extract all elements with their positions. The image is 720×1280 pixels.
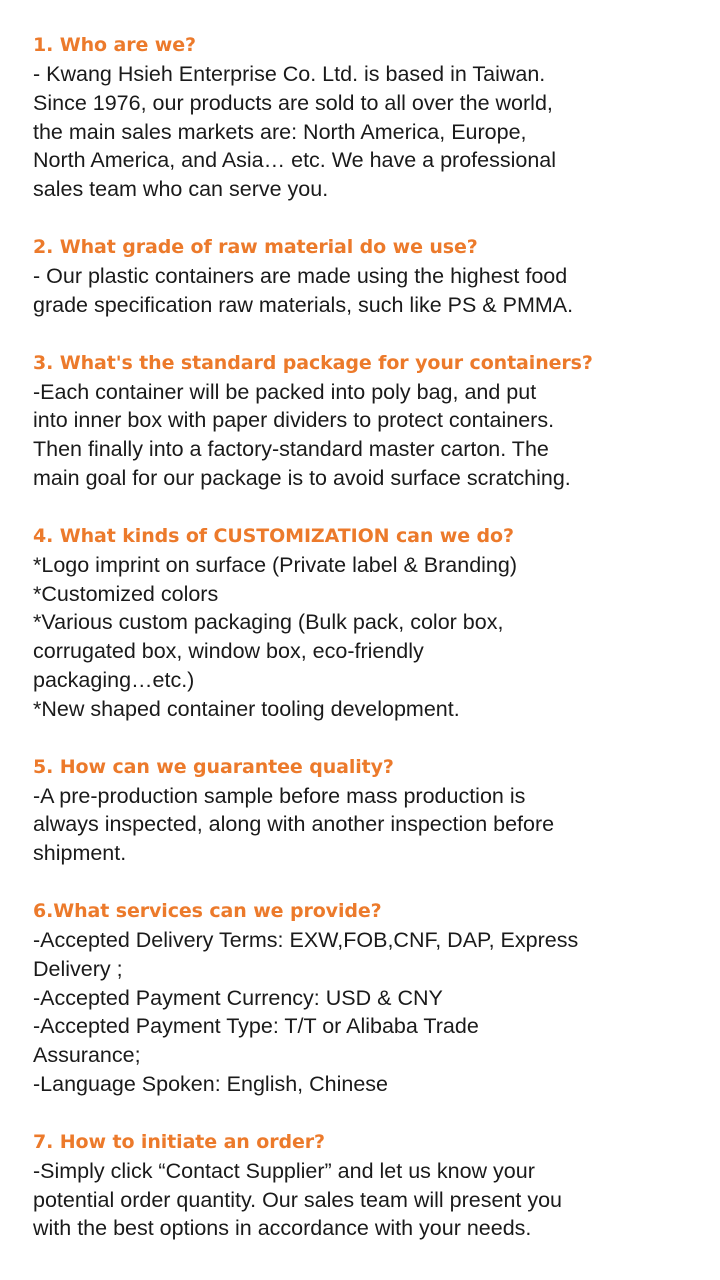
faq-question: 4. What kinds of CUSTOMIZATION can we do? xyxy=(33,524,514,547)
faq-section-package xyxy=(33,349,713,493)
faq-answer-line: Then finally into a factory-standard master carton. The xyxy=(33,437,549,462)
faq-answer-line: main goal for our package is to avoid surface scratching. xyxy=(33,465,571,490)
faq-answer-line: potential order quantity. Our sales team will present you xyxy=(33,1187,563,1212)
faq-answer-line: -Each container will be packed into poly bag, and put xyxy=(33,379,537,404)
faq-answer-line: Delivery ; xyxy=(33,956,123,981)
faq-section-services xyxy=(33,897,713,1099)
faq-question: 3. What's the standard package for your containers? xyxy=(33,351,593,374)
faq-answer-line: Since 1976, our products are sold to all over the world, xyxy=(33,90,553,115)
faq-answer-line: -Accepted Delivery Terms: EXW,FOB,CNF, DAP, Express xyxy=(33,927,579,952)
faq-answer-line: - Our plastic containers are made using the highest food xyxy=(33,263,568,288)
faq-answer-line: shipment. xyxy=(33,841,127,866)
faq-list xyxy=(33,31,713,1272)
faq-answer-line: -Accepted Payment Type: T/T or Alibaba Trade xyxy=(33,1014,479,1039)
faq-answer-line: - Kwang Hsieh Enterprise Co. Ltd. is based in Taiwan. xyxy=(33,62,546,86)
faq-answer-line: North America, and Asia… etc. We have a professional xyxy=(33,148,557,173)
faq-section-initiate-order xyxy=(33,1128,713,1243)
faq-answer-line: with the best options in accordance with your needs. xyxy=(33,1216,532,1241)
faq-answer-line: -A pre-production sample before mass production is xyxy=(33,783,526,808)
faq-answer-line: -Language Spoken: English, Chinese xyxy=(33,1071,389,1096)
faq-answer-line: *Customized colors xyxy=(33,581,219,606)
faq-answer-line: sales team who can serve you. xyxy=(33,177,329,202)
faq-answer-line: always inspected, along with another inspection before xyxy=(33,812,555,837)
faq-answer-line: grade specification raw materials, such like PS & PMMA. xyxy=(33,292,574,317)
faq-answer-line: packaging…etc.) xyxy=(33,667,195,692)
faq-answer-line: -Simply click “Contact Supplier” and let us know your xyxy=(33,1158,535,1183)
faq-question: 7. How to initiate an order? xyxy=(33,1130,325,1153)
faq-answer-line: into inner box with paper dividers to protect containers. xyxy=(33,408,555,433)
faq-answer-line: corrugated box, window box, eco-friendly xyxy=(33,639,424,664)
faq-question: 5. How can we guarantee quality? xyxy=(33,755,394,778)
faq-answer-line: -Accepted Payment Currency: USD & CNY xyxy=(33,985,443,1010)
faq-answer-line: the main sales markets are: North America, Europe, xyxy=(33,119,527,144)
faq-section-customization xyxy=(33,522,713,724)
faq-answer-line: *New shaped container tooling development. xyxy=(33,696,460,721)
faq-section-raw-material xyxy=(33,233,713,320)
faq-answer-line: *Logo imprint on surface (Private label & Branding) xyxy=(33,552,518,577)
faq-question: 1. Who are we? xyxy=(33,34,196,56)
faq-question: 6.What services can we provide? xyxy=(33,899,382,922)
faq-question: 2. What grade of raw material do we use? xyxy=(33,235,478,258)
faq-section-who-are-we xyxy=(33,31,713,204)
faq-section-quality xyxy=(33,753,713,868)
faq-answer-line: *Various custom packaging (Bulk pack, color box, xyxy=(33,610,504,635)
faq-answer-line: Assurance; xyxy=(33,1043,141,1068)
